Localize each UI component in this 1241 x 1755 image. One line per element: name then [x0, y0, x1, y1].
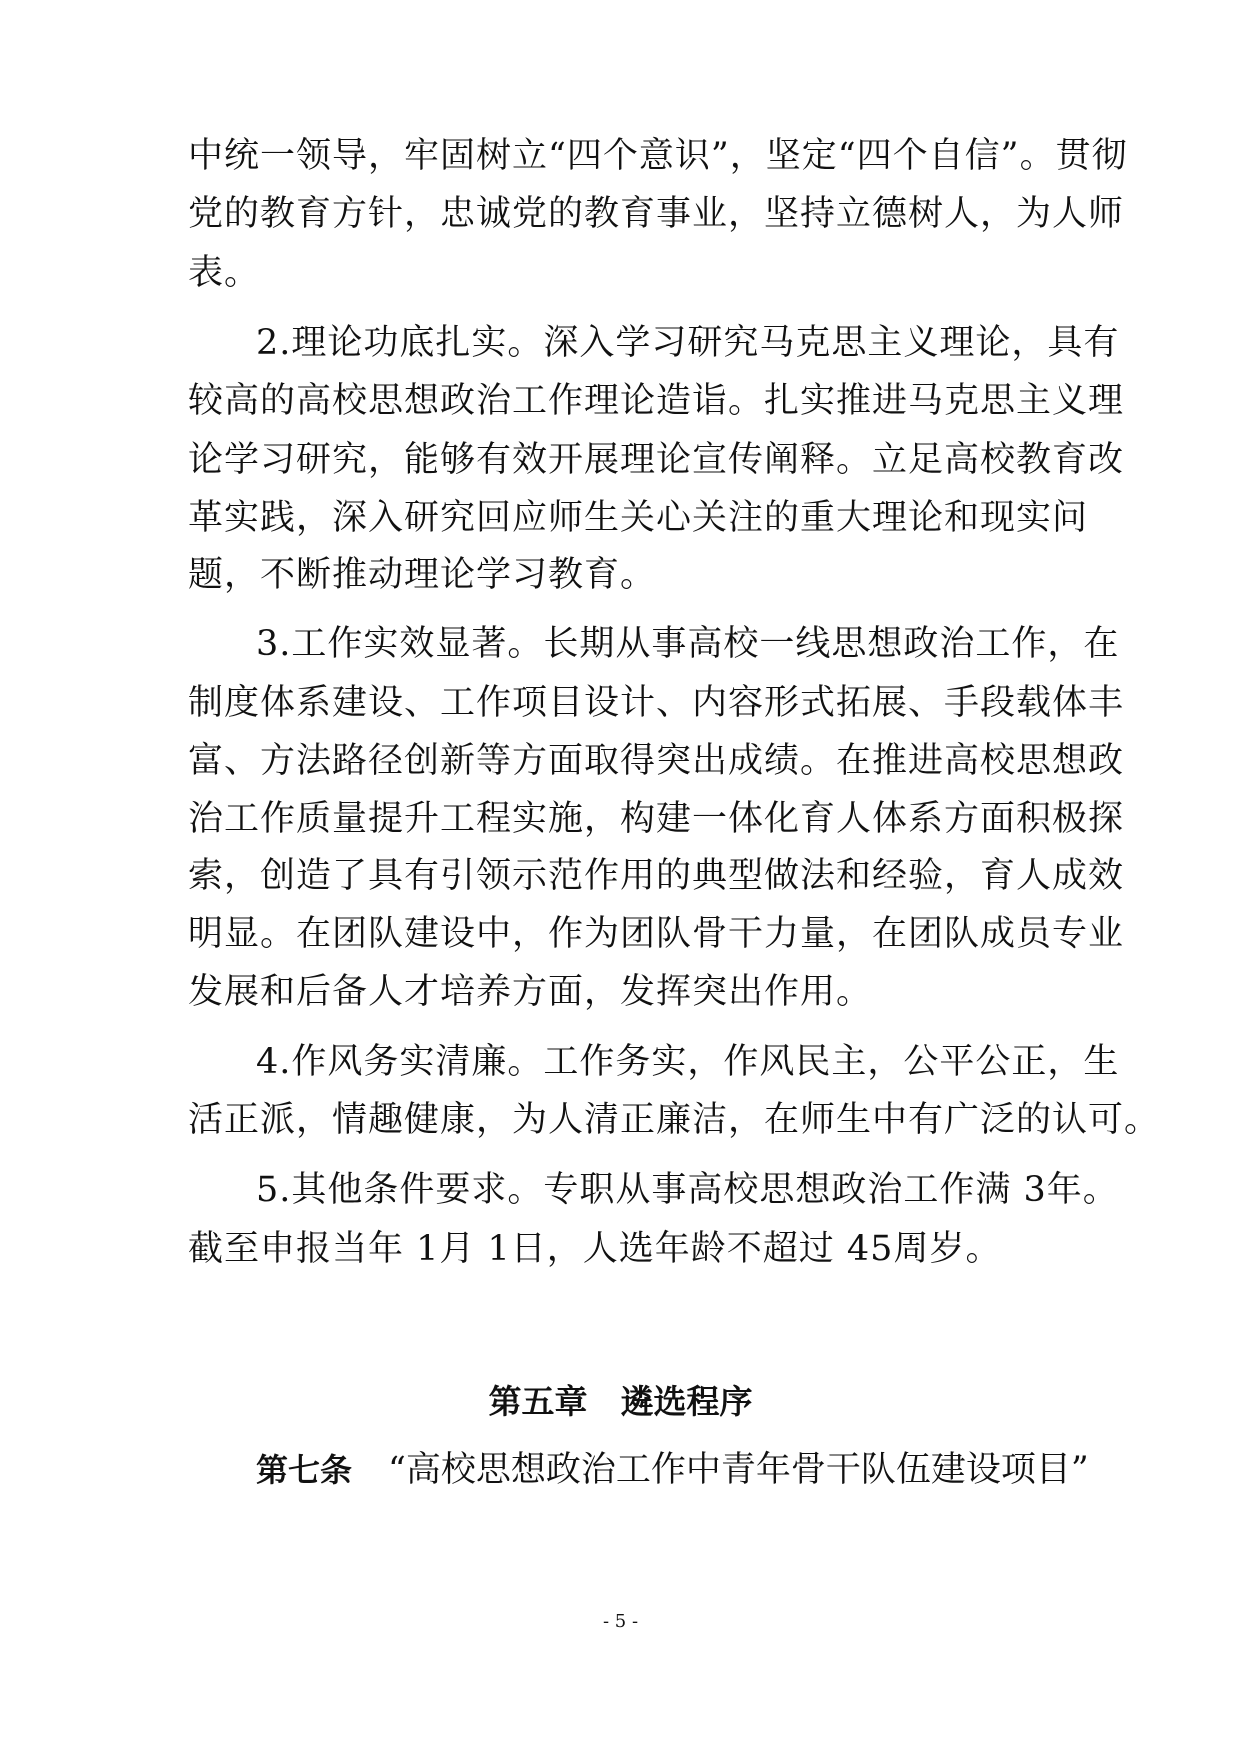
paragraph-4-line-1: 4.作风务实清廉。工作务实，作风民主，公平公正，生	[256, 1042, 1120, 1082]
paragraph-5-line-2: 截至申报当年 1月 1日，人选年龄不超过 45周岁。	[188, 1229, 1002, 1269]
paragraph-3-line-2: 制度体系建设、工作项目设计、内容形式拓展、手段载体丰	[188, 683, 1125, 723]
article-line	[256, 1446, 1089, 1494]
paragraph-1-line-1: 中统一领导，牢固树立“四个意识”，坚定“四个自信”。贯彻	[188, 136, 1128, 176]
article-text: “高校思想政治工作中青年骨干队伍建设项目”	[388, 1450, 1089, 1490]
article-label: 第七条	[256, 1451, 353, 1489]
paragraph-1-line-3: 表。	[188, 253, 261, 293]
paragraph-5-line-1: 5.其他条件要求。专职从事高校思想政治工作满 3年。	[256, 1170, 1119, 1210]
paragraph-3-line-7: 发展和后备人才培养方面，发挥突出作用。	[188, 972, 873, 1012]
paragraph-2-line-3: 论学习研究，能够有效开展理论宣传阐释。立足高校教育改	[188, 440, 1125, 480]
paragraph-3-line-3: 富、方法路径创新等方面取得突出成绩。在推进高校思想政	[188, 741, 1125, 781]
paragraph-3-line-1: 3.工作实效显著。长期从事高校一线思想政治工作，在	[256, 624, 1120, 664]
paragraph-2-line-1: 2.理论功底扎实。深入学习研究马克思主义理论，具有	[256, 323, 1120, 363]
paragraph-3-line-6: 明显。在团队建设中，作为团队骨干力量，在团队成员专业	[188, 914, 1125, 954]
page-number: - 5 -	[602, 1611, 639, 1632]
paragraph-2-line-4: 革实践，深入研究回应师生关心关注的重大理论和现实问	[188, 498, 1089, 538]
paragraph-1-line-2: 党的教育方针，忠诚党的教育事业，坚持立德树人，为人师	[188, 194, 1125, 234]
paragraph-2-line-2: 较高的高校思想政治工作理论造诣。扎实推进马克思主义理	[188, 381, 1125, 421]
paragraph-2-line-5: 题，不断推动理论学习教育。	[188, 555, 657, 595]
paragraph-3-line-5: 索，创造了具有引领示范作用的典型做法和经验，育人成效	[188, 856, 1125, 896]
paragraph-4-line-2: 活正派，情趣健康，为人清正廉洁，在师生中有广泛的认可。	[188, 1100, 1161, 1140]
paragraph-3-line-4: 治工作质量提升工程实施，构建一体化育人体系方面积极探	[188, 799, 1125, 839]
chapter-heading: 第五章 遴选程序	[488, 1382, 753, 1421]
